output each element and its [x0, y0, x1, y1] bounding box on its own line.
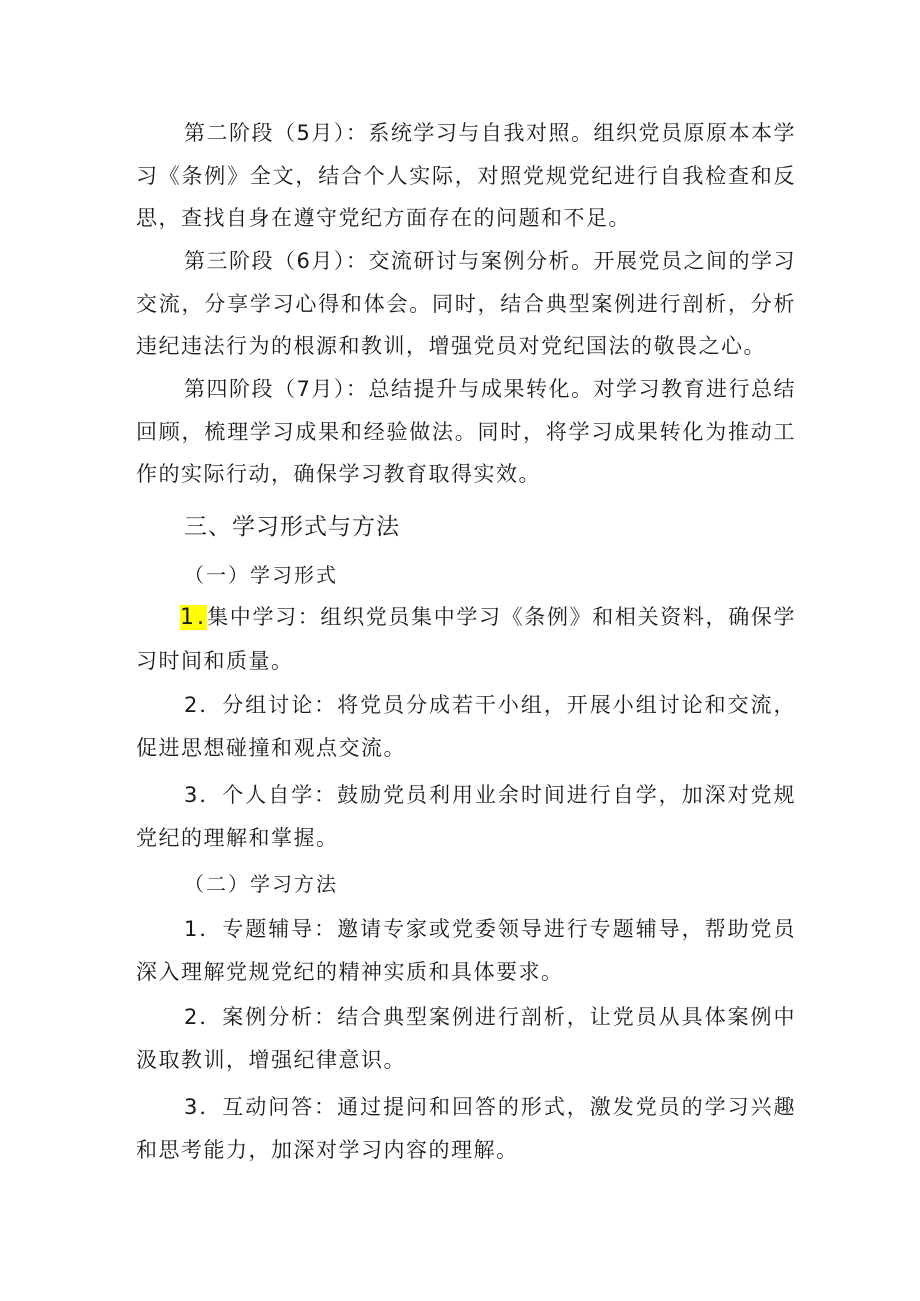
methods-item-1: 1．专题辅导：邀请专家或党委领导进行专题辅导，帮助党员深入理解党规党纪的精神实质和具体要求。 [136, 917, 796, 984]
stage4-paragraph: 第四阶段（7月）：总结提升与成果转化。对学习教育进行总结回顾，梳理学习成果和经验做法。同时，将学习成果转化为推动工作的实际行动，确保学习教育取得实效。 [136, 377, 796, 486]
forms-subheading: （一）学习形式 [184, 563, 338, 587]
section3-heading: 三、学习形式与方法 [184, 514, 400, 540]
stage2-paragraph: 第二阶段（5月）：系统学习与自我对照。组织党员原原本本学习《条例》全文，结合个人实际，对照党规党纪进行自我检查和反思，查找自身在遵守党纪方面存在的问题和不足。 [136, 121, 796, 230]
methods-subheading: （二）学习方法 [184, 872, 338, 896]
methods-item-2: 2．案例分析：结合典型案例进行剖析，让党员从具体案例中汲取教训，增强纪律意识。 [136, 1005, 796, 1072]
stage3-paragraph: 第三阶段（6月）：交流研讨与案例分析。开展党员之间的学习交流，分享学习心得和体会。同时，结合典型案例进行剖析，分析违纪违法行为的根源和教训，增强党员对党纪国法的敬畏之心。 [136, 249, 796, 358]
forms-item-1 [136, 596, 796, 682]
methods-item-3: 3．互动问答：通过提问和回答的形式，激发党员的学习兴趣和思考能力，加深对学习内容的理解。 [136, 1095, 796, 1162]
highlighted-item-number: 1. [180, 605, 207, 630]
forms-item-1-text: 集中学习：组织党员集中学习《条例》和相关资料，确保学习时间和质量。 [136, 605, 796, 673]
forms-item-3: 3．个人自学：鼓励党员利用业余时间进行自学，加深对党规党纪的理解和掌握。 [136, 783, 796, 850]
forms-item-2: 2．分组讨论：将党员分成若干小组，开展小组讨论和交流，促进思想碰撞和观点交流。 [136, 693, 796, 760]
